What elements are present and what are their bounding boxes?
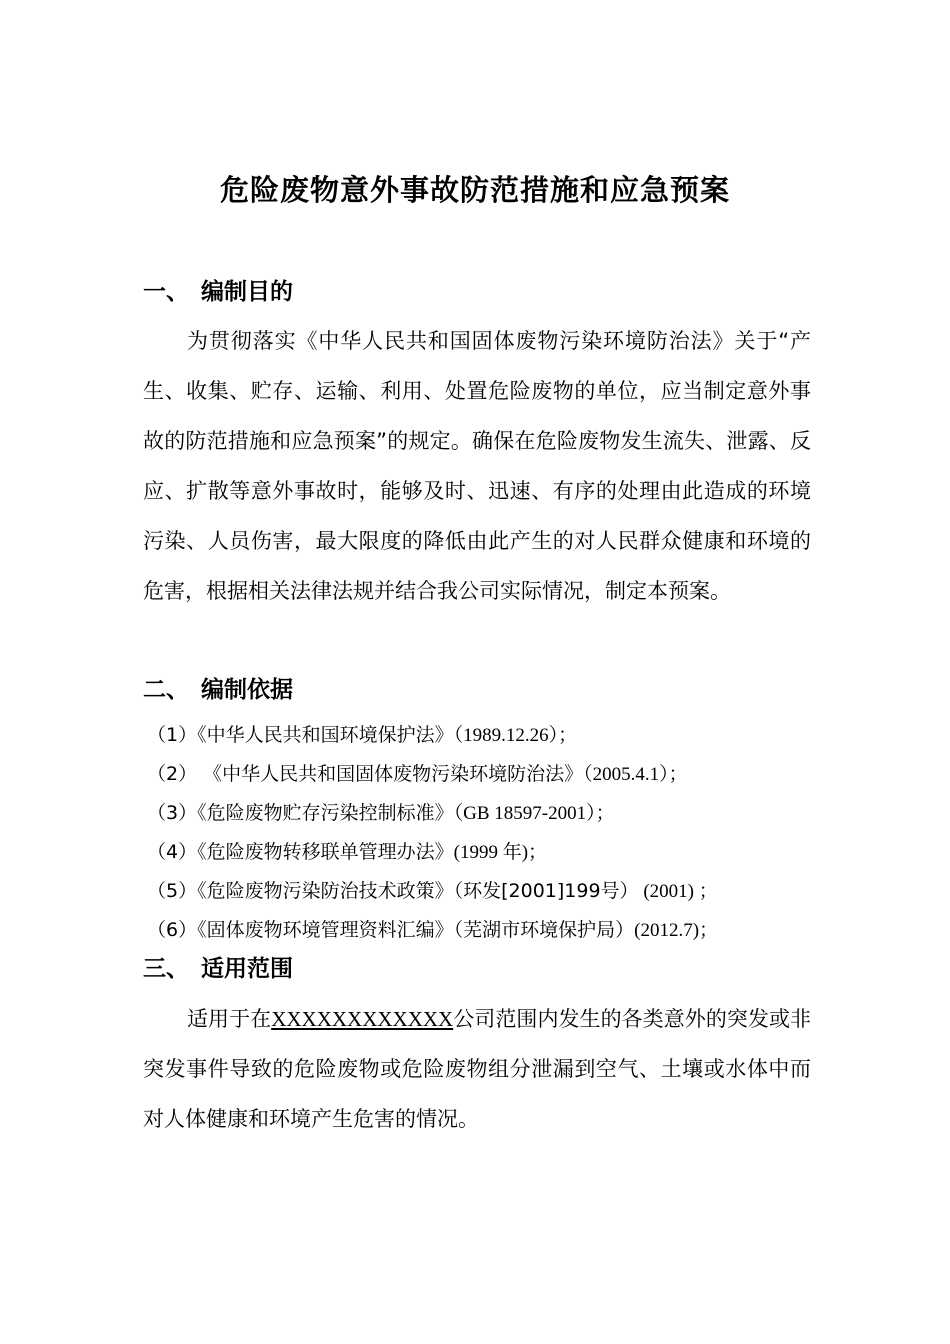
reference-number: （4） [147, 841, 198, 863]
reference-note: 1989.12.26 [463, 725, 549, 746]
reference-item [147, 794, 827, 833]
reference-item [147, 872, 827, 911]
reference-note-close: ； [699, 919, 719, 941]
reference-note: GB 18597-2001 [463, 803, 587, 824]
reference-number: （3） [147, 802, 198, 824]
reference-number: （1） [147, 724, 198, 746]
reference-title: 《固体废物环境管理资料汇编》 [197, 919, 454, 941]
section-heading-scope [143, 952, 293, 986]
reference-title: 《中华人民共和国环境保护法》 [197, 724, 454, 746]
reference-number: （6） [147, 919, 198, 941]
purpose-paragraph: 为贯彻落实《中华人民共和国固体废物污染环境防治法》关于“产生、收集、贮存、运输、利用、处置危险废物的单位，应当制定意外事故的防范措施和应急预案”的规定。确保在危险废物发生流失、泄露、反应、扩散等意外事故时，能够及时、迅速、有序的处理由此造成的环境污染、人员伤害，最大限度的降低由此产生的对人民群众健康和环境的危害，根据相关法律法规并结合我公司实际情况，制定本预案。 [143, 329, 811, 603]
reference-item [147, 716, 827, 755]
document-title: 危险废物意外事故防范措施和应急预案 [219, 173, 730, 207]
reference-note-close: ）； [586, 802, 615, 824]
scope-text: 公司范围内发生的各类意外的突发或非突发事件导致的危险废物或危险废物组分泄漏到空气、土壤或水体中而对人体健康和环境产生危害的情况。 [143, 1007, 812, 1131]
section-title: 适用范围 [201, 956, 293, 982]
reference-note-open: （ [583, 763, 593, 785]
reference-note-close: ； [698, 880, 718, 902]
section-heading-purpose [143, 275, 293, 309]
section-heading-basis [143, 673, 293, 707]
reference-note-open: （ [453, 802, 464, 824]
reference-note-close: ）； [659, 763, 688, 785]
reference-title: 《危险废物贮存污染控制标准》 [197, 802, 454, 824]
section-number: 一、 [143, 279, 189, 305]
section-number: 三、 [143, 956, 189, 982]
section-number: 二、 [143, 677, 189, 703]
reference-note: (2001) [638, 881, 699, 902]
reference-note: 2005.4.1 [592, 764, 660, 785]
reference-item [147, 833, 827, 872]
scope-prefix: 适用于在 [187, 1007, 272, 1031]
reference-number: （2） [147, 763, 198, 785]
reference-list [147, 716, 827, 950]
reference-note-open: ( [453, 842, 460, 863]
reference-note-open: （芜湖市环境保护局） [453, 919, 635, 941]
reference-number: （5） [147, 880, 198, 902]
reference-title: 《危险废物污染防治技术政策》 [197, 880, 454, 902]
reference-note-open: （环发[2001]199号） [453, 880, 639, 902]
reference-note: 1999 年 [459, 842, 522, 863]
scope-paragraph [143, 994, 811, 1144]
section-title: 编制依据 [201, 677, 293, 703]
company-name-placeholder: XXXXXXXXXXXX [271, 1007, 454, 1031]
reference-title: 《中华人民共和国固体废物污染环境防治法》 [197, 763, 584, 785]
reference-note-close: )； [521, 842, 548, 863]
reference-note: (2012.7) [634, 920, 700, 941]
reference-item [147, 755, 827, 794]
reference-title: 《危险废物转移联单管理办法》 [197, 841, 454, 863]
reference-item [147, 911, 827, 950]
section-title: 编制目的 [201, 279, 293, 305]
reference-note-open: （ [453, 724, 464, 746]
reference-note-close: ）； [548, 724, 578, 746]
